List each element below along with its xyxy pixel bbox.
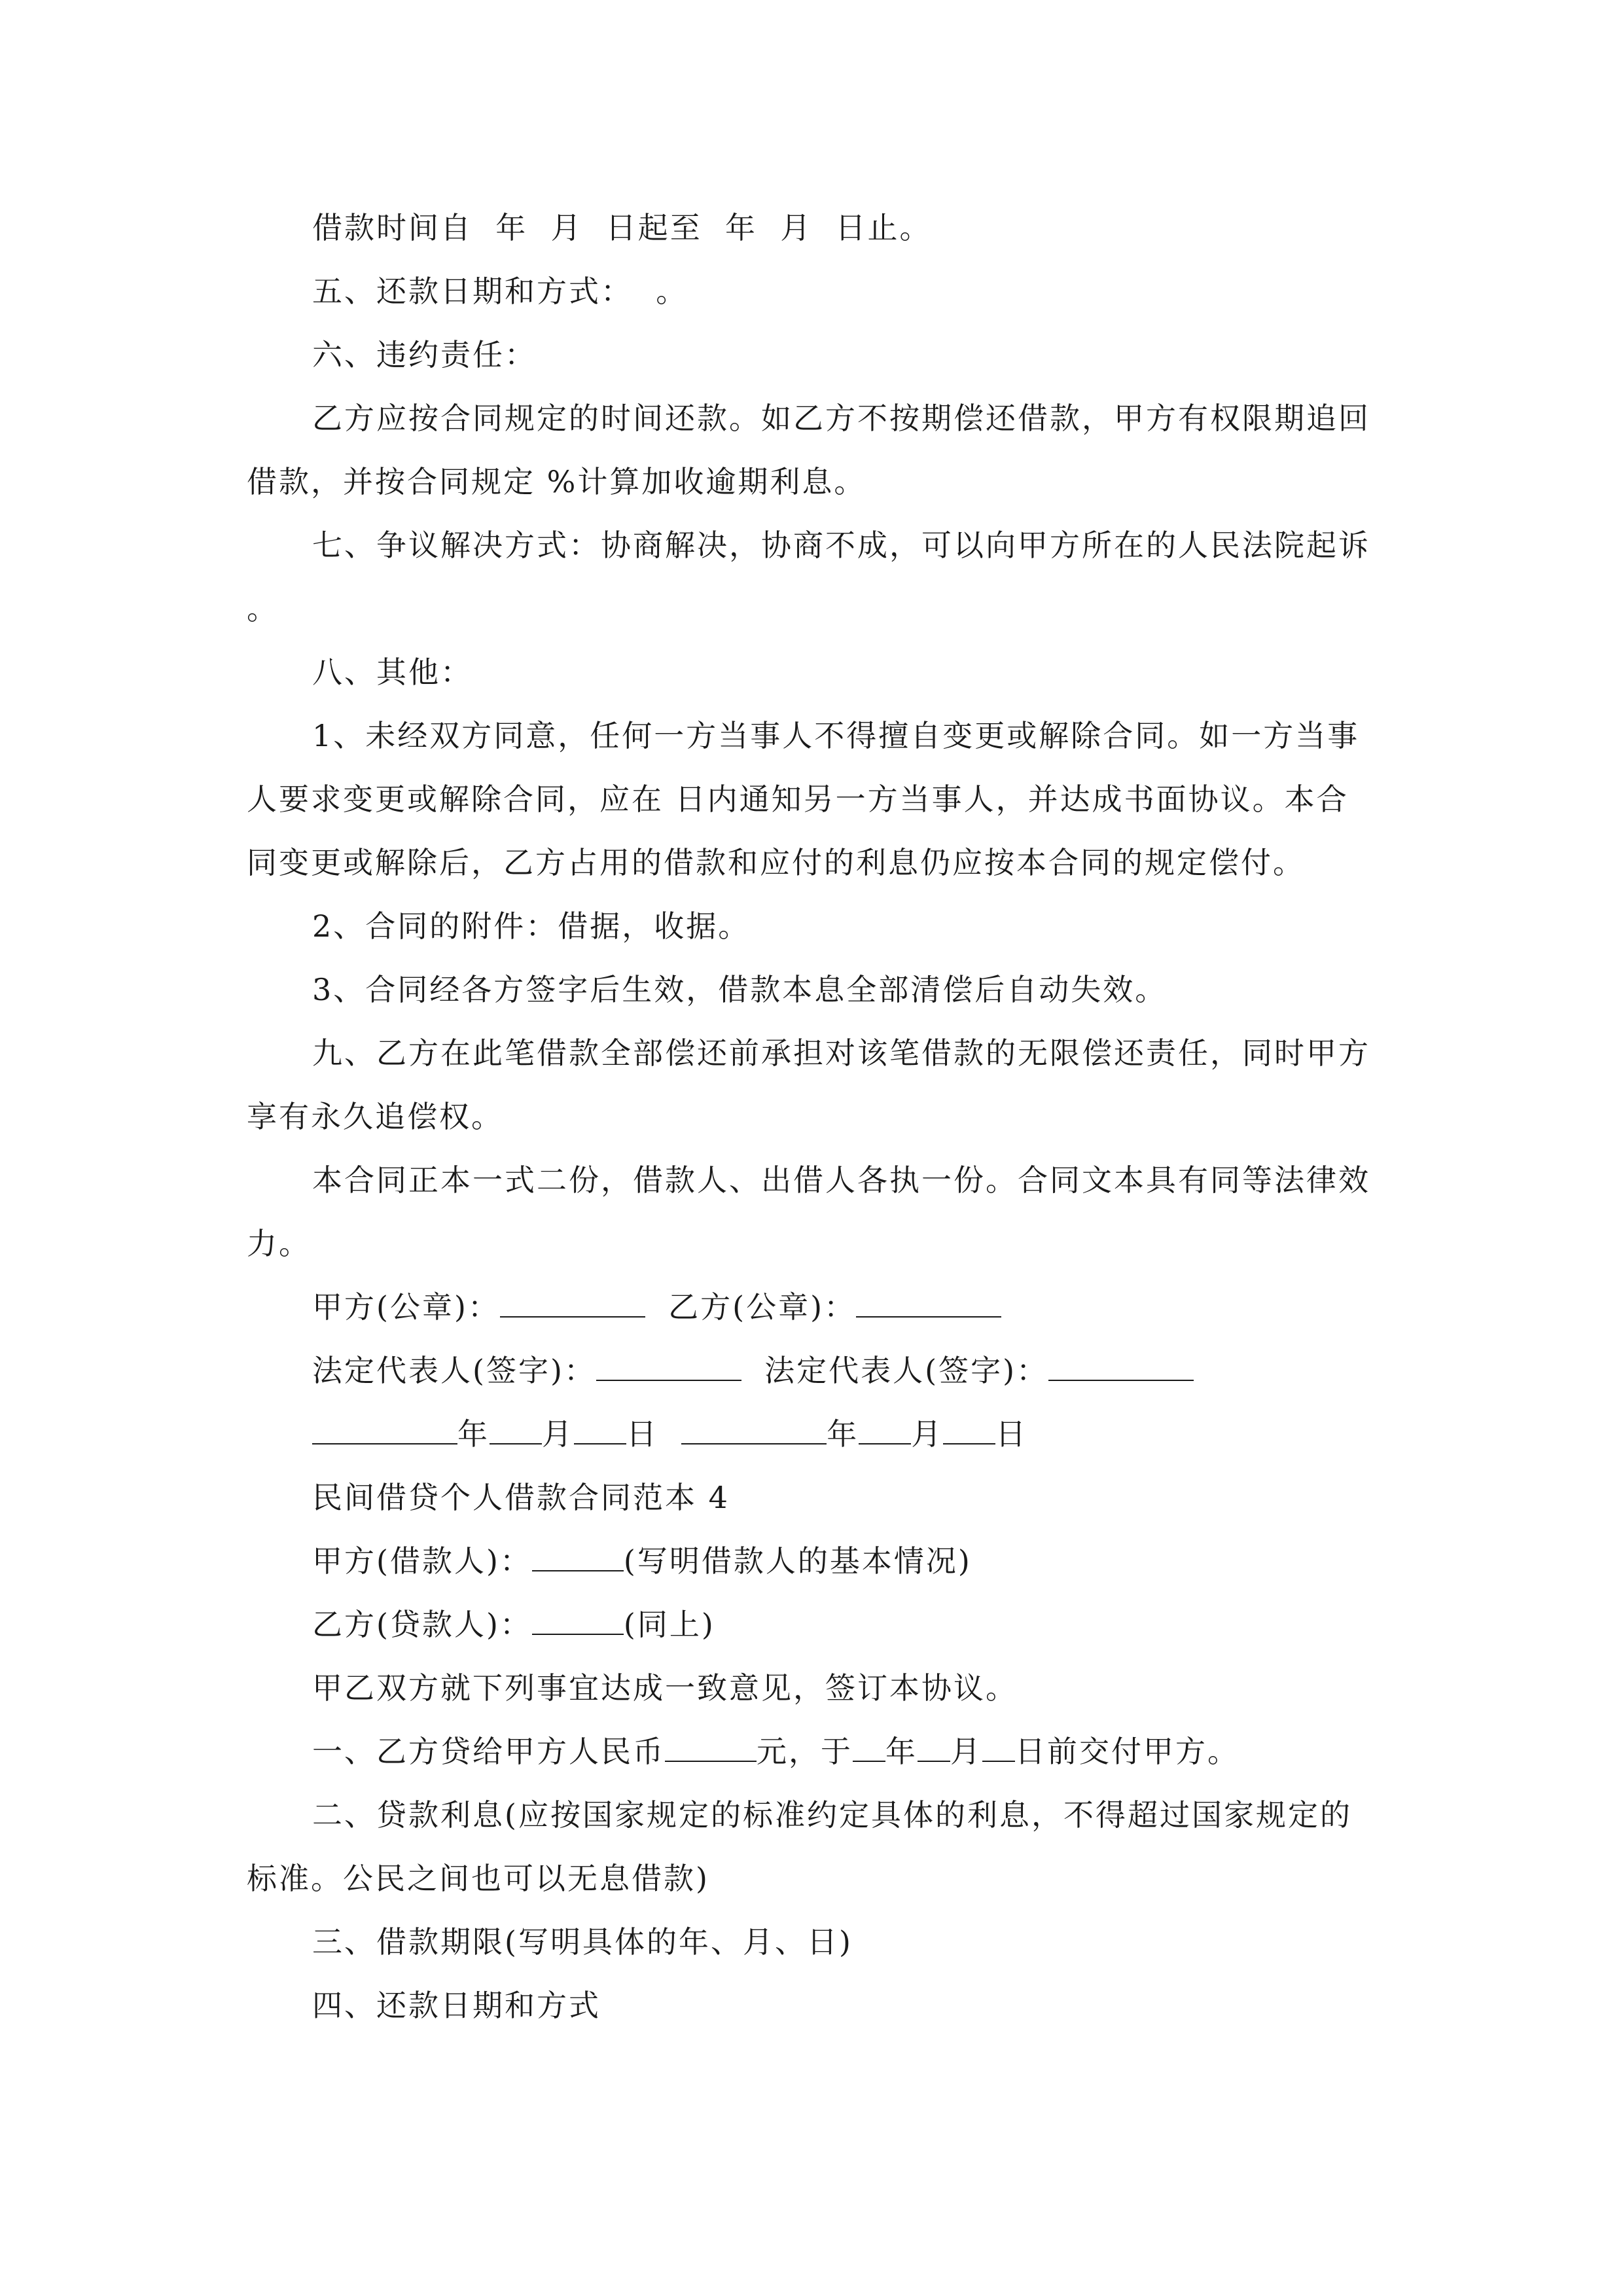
repayment-heading: 五、还款日期和方式： 。 [312,274,688,309]
lender-blank [532,1607,624,1635]
dispute-clause: 七、争议解决方式：协商解决，协商不成，可以向甲方所在的人民法院起诉 。 [247,528,1382,626]
date-line [247,1403,1379,1466]
rep-b-blank [1048,1354,1194,1381]
year-blank [853,1734,885,1762]
item-one-line [247,1720,1379,1784]
document-body [247,196,1382,2037]
date-a-day: 日 [626,1416,658,1452]
date-b-day: 日 [995,1416,1028,1452]
breach-clause: 乙方应按合同规定的时间还款。如乙方不按期偿还借款，甲方有权限期追回借款，并按合同规定 %计算加收逾期利息。 [247,401,1370,499]
date-a-year: 年 [457,1416,490,1452]
item1-part-e: 日前交付甲方。 [1015,1734,1240,1769]
lender-label: 乙方(贷款人)： [312,1607,532,1642]
item-four-line: 四、还款日期和方式 [312,1988,601,2023]
date-a-month: 月 [542,1416,574,1452]
item-three-line: 三、借款期限(写明具体的年、月、日) [312,1924,853,1960]
rep-b-label: 法定代表人(签字)： [764,1353,1049,1388]
party-b-seal-label: 乙方(公章)： [668,1289,857,1325]
lender-line [247,1593,1379,1657]
date-a-year-blank [312,1417,457,1444]
date-b-month-blank [859,1417,911,1444]
other-heading: 八、其他： [312,655,473,690]
item1-part-a: 一、乙方贷给甲方人民币 [312,1734,665,1769]
day-blank [982,1734,1015,1762]
borrower-line [247,1530,1379,1593]
item1-part-c: 年 [885,1734,918,1769]
date-a-day-blank [574,1417,626,1444]
item1-part-b: 元，于 [757,1734,853,1769]
seal-line [247,1276,1379,1339]
item1-part-d: 月 [950,1734,982,1769]
party-b-seal-blank [856,1290,1001,1318]
date-b-year: 年 [827,1416,859,1452]
date-b-year-blank [681,1417,827,1444]
borrower-note: (写明借款人的基本情况) [623,1543,972,1579]
loan-period-line: 借款时间自 年 月 日起至 年 月 日止。 [312,210,932,245]
rep-a-blank [596,1354,741,1381]
date-b-day-blank [943,1417,995,1444]
item-two-line: 二、贷款利息(应按国家规定的标准约定具体的利息，不得超过国家规定的标准。公民之间也可以无息借款) [247,1797,1352,1896]
agreement-line: 甲乙双方就下列事宜达成一致意见，签订本协议。 [312,1670,1018,1706]
party-a-seal-blank [500,1290,645,1318]
representative-line [247,1339,1379,1403]
section-title: 民间借贷个人借款合同范本 4 [312,1480,730,1515]
amount-blank [665,1734,757,1762]
copies-clause: 本合同正本一式二份，借款人、出借人各执一份。合同文本具有同等法律效力。 [247,1162,1370,1261]
month-blank [918,1734,950,1762]
other-item-3: 3、合同经各方签字后生效，借款本息全部清偿后自动失效。 [312,972,1168,1007]
borrower-label: 甲方(借款人)： [312,1543,532,1579]
date-b-month: 月 [911,1416,944,1452]
borrower-blank [532,1544,624,1571]
other-item-2: 2、合同的附件：借据，收据。 [312,908,751,944]
other-item-1: 1、未经双方同意，任何一方当事人不得擅自变更或解除合同。如一方当事人要求变更或解除合同，应在 日内通知另一方当事人，并达成书面协议。本合同变更或解除后，乙方占用的借款和应付的利息仍应按本合同的规定偿付。 [247,718,1360,880]
breach-heading: 六、违约责任： [312,337,537,372]
rep-a-label: 法定代表人(签字)： [312,1353,596,1388]
date-a-month-blank [490,1417,542,1444]
clause-nine: 九、乙方在此笔借款全部偿还前承担对该笔借款的无限偿还责任，同时甲方享有永久追偿权。 [247,1035,1370,1134]
lender-note: (同上) [623,1607,715,1642]
party-a-seal-label: 甲方(公章)： [312,1289,500,1325]
